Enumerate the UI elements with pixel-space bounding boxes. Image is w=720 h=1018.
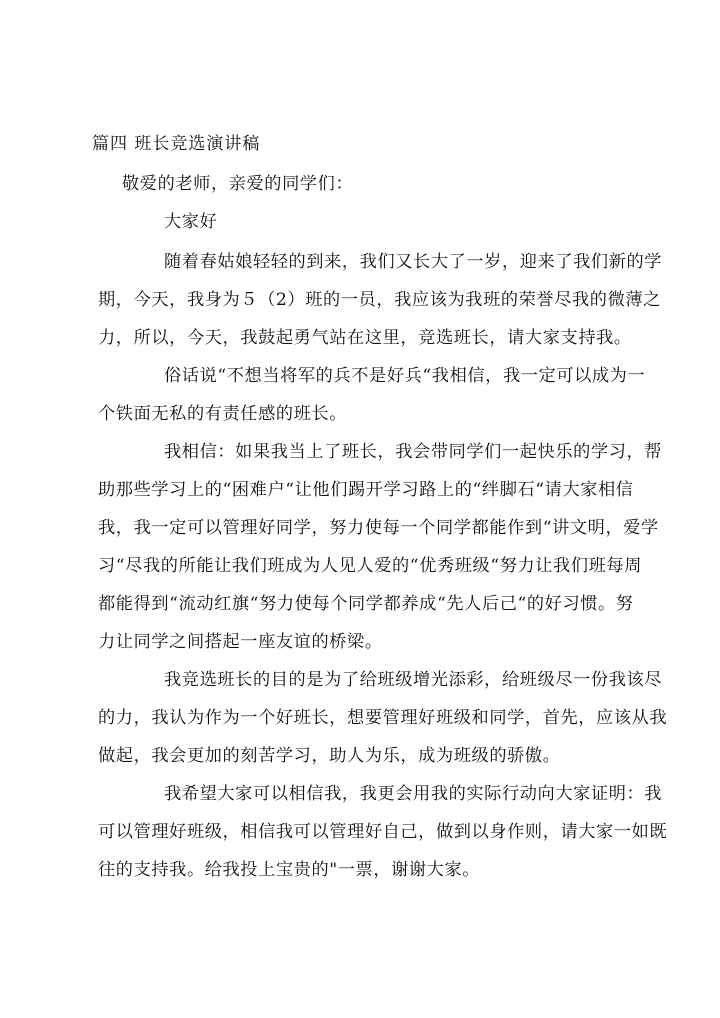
paragraph-3-line-6: 力让同学之间搭起一座友谊的桥梁。 [98, 632, 383, 652]
paragraph-2-line-1: 俗话说“不想当将军的兵不是好兵“我相信，我一定可以成为一 [164, 366, 646, 386]
paragraph-3-line-5: 都能得到“流动红旗“努力使每个同学都养成“先人后己“的好习惯。努 [98, 594, 634, 614]
paragraph-1-line-1: 随着春姑娘轻轻的到来，我们又长大了一岁，迎来了我们新的学 [164, 252, 663, 272]
paragraph-3-line-1: 我相信：如果我当上了班长，我会带同学们一起快乐的学习，帮 [164, 442, 663, 462]
document-heading: 篇四 班长竞选演讲稿 [92, 134, 261, 154]
paragraph-4-line-2: 的力，我认为作为一个好班长，想要管理好班级和同学，首先，应该从我 [98, 708, 668, 728]
paragraph-3-line-2: 助那些学习上的“困难户“让他们踢开学习路上的“绊脚石“请大家相信 [98, 480, 634, 500]
greeting: 大家好 [164, 212, 218, 232]
paragraph-5-line-3: 往的支持我。给我投上宝贵的"一票，谢谢大家。 [98, 860, 481, 880]
paragraph-5-line-2: 可以管理好班级，相信我可以管理好自己，做到以身作则，请大家一如既 [98, 822, 668, 842]
paragraph-2-line-2: 个铁面无私的有责任感的班长。 [98, 404, 348, 424]
paragraph-3-line-4: 习“尽我的所能让我们班成为人见人爱的“优秀班级“努力让我们班每周 [98, 556, 643, 576]
paragraph-1-line-3: 力，所以，今天，我鼓起勇气站在这里，竞选班长，请大家支持我。 [98, 328, 632, 348]
paragraph-3-line-3: 我，我一定可以管理好同学，努力使每一个同学都能作到“讲文明，爱学 [98, 518, 659, 538]
paragraph-5-line-1: 我希望大家可以相信我，我更会用我的实际行动向大家证明：我 [164, 784, 663, 804]
paragraph-4-line-3: 做起，我会更加的刻苦学习，助人为乐，成为班级的骄傲。 [98, 746, 561, 766]
paragraph-4-line-1: 我竞选班长的目的是为了给班级增光添彩，给班级尽一份我该尽 [164, 670, 663, 690]
salutation: 敬爱的老师，亲爱的同学们： [122, 174, 354, 194]
paragraph-1-line-2: 期，今天，我身为５（2）班的一员，我应该为我班的荣誉尽我的微薄之 [98, 290, 661, 310]
